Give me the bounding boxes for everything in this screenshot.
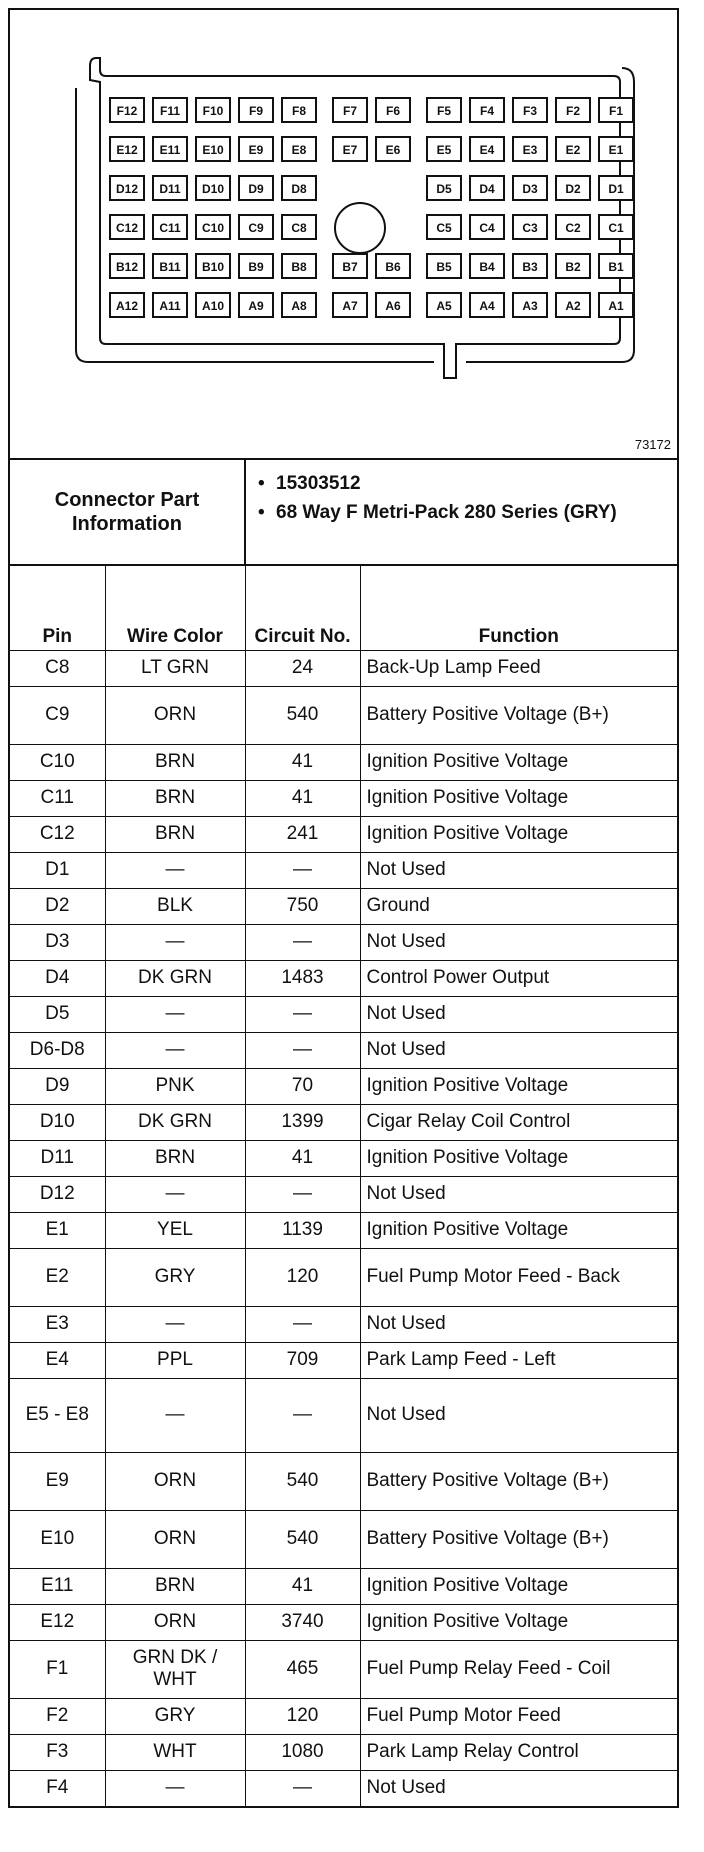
header-wire-color: Wire Color <box>105 566 245 650</box>
pin-cell: C10 <box>10 744 105 780</box>
function-cell: Fuel Pump Motor Feed <box>360 1698 677 1734</box>
table-row <box>10 1212 677 1248</box>
circuit-cell: — <box>245 1770 360 1806</box>
wire-color-cell: BRN <box>105 1140 245 1176</box>
pin-cavity <box>599 215 633 239</box>
circuit-cell: — <box>245 1176 360 1212</box>
pin-cavity <box>599 254 633 278</box>
pin-cavity-label: A10 <box>201 299 225 313</box>
circuit-cell: — <box>245 1032 360 1068</box>
pin-cavity-label: A7 <box>342 299 358 313</box>
pin-cavity <box>556 176 590 200</box>
pin-cavity <box>333 98 367 122</box>
wire-color-cell: YEL <box>105 1212 245 1248</box>
pin-cavity-label: A11 <box>159 299 181 313</box>
pin-cavity-label: F7 <box>342 104 358 118</box>
pin-cavity-label: C11 <box>159 221 181 235</box>
pin-cavity <box>153 176 187 200</box>
pin-cavity <box>153 98 187 122</box>
pin-cavity <box>427 254 461 278</box>
function-cell: Not Used <box>360 924 677 960</box>
pin-cavity <box>513 254 547 278</box>
pin-cavity-label: D8 <box>291 182 307 196</box>
circuit-cell: 41 <box>245 780 360 816</box>
function-cell: Ignition Positive Voltage <box>360 1140 677 1176</box>
pin-cavity-label: D11 <box>159 182 181 196</box>
table-header <box>10 566 677 650</box>
pin-cavity-label: D1 <box>608 182 624 196</box>
function-cell: Not Used <box>360 996 677 1032</box>
info-label: Connector Part Information <box>10 460 246 564</box>
pin-cavity-label: A12 <box>115 299 139 313</box>
function-cell: Ignition Positive Voltage <box>360 1604 677 1640</box>
connector-part-information <box>10 460 677 566</box>
pin-cavity <box>333 293 367 317</box>
wire-color-cell: GRY <box>105 1698 245 1734</box>
circuit-cell: 465 <box>245 1640 360 1698</box>
pin-cavity-label: B3 <box>522 260 538 274</box>
function-cell: Battery Positive Voltage (B+) <box>360 1510 677 1568</box>
pin-cavity <box>513 293 547 317</box>
function-cell: Back-Up Lamp Feed <box>360 650 677 686</box>
pin-cavity <box>282 254 316 278</box>
pin-cavity-label: B2 <box>565 260 581 274</box>
pin-cavity <box>599 176 633 200</box>
pin-cell: D5 <box>10 996 105 1032</box>
pin-cavity <box>282 215 316 239</box>
pin-cavity <box>556 293 590 317</box>
circuit-cell: — <box>245 996 360 1032</box>
pin-cavity-label: E2 <box>565 143 581 157</box>
pin-cavity <box>153 293 187 317</box>
pin-cavity <box>333 254 367 278</box>
pin-cell: D9 <box>10 1068 105 1104</box>
circuit-cell: 540 <box>245 1510 360 1568</box>
pin-cavity <box>376 137 410 161</box>
pin-cavity-label: B11 <box>159 260 181 274</box>
pin-cavity <box>427 215 461 239</box>
pin-cell: E9 <box>10 1452 105 1510</box>
table-row <box>10 1378 677 1452</box>
function-cell: Control Power Output <box>360 960 677 996</box>
pin-cavity <box>196 98 230 122</box>
pin-cell: D4 <box>10 960 105 996</box>
pin-cavity-label: B6 <box>385 260 401 274</box>
bullet-icon: • <box>258 473 265 494</box>
pin-cavity <box>556 137 590 161</box>
pin-cavity-label: E11 <box>159 143 181 157</box>
table-row <box>10 1306 677 1342</box>
table-row <box>10 852 677 888</box>
table-row <box>10 1510 677 1568</box>
wire-color-cell: — <box>105 1176 245 1212</box>
pin-cavity-label: E3 <box>522 143 538 157</box>
wire-color-cell: — <box>105 924 245 960</box>
pin-cell: F3 <box>10 1734 105 1770</box>
connector-frame <box>8 8 679 1808</box>
pin-cell: E2 <box>10 1248 105 1306</box>
pin-cavity <box>470 293 504 317</box>
part-number-line <box>258 472 667 495</box>
pin-cavity-label: E9 <box>248 143 264 157</box>
pin-cavity-label: F2 <box>565 104 581 118</box>
pin-cavity-label: A2 <box>565 299 581 313</box>
pin-cavity-label: D10 <box>201 182 225 196</box>
pin-cavity <box>153 254 187 278</box>
table-row <box>10 1604 677 1640</box>
pin-cavity <box>239 137 273 161</box>
pin-cavity <box>110 293 144 317</box>
pin-cavity <box>556 98 590 122</box>
table-row <box>10 960 677 996</box>
function-cell: Park Lamp Feed - Left <box>360 1342 677 1378</box>
pin-cavity <box>427 293 461 317</box>
circuit-cell: — <box>245 1378 360 1452</box>
wire-color-cell: DK GRN <box>105 960 245 996</box>
part-number: 15303512 <box>276 473 361 494</box>
wire-color-cell: PNK <box>105 1068 245 1104</box>
pin-cell: C9 <box>10 686 105 744</box>
pin-cavity <box>110 215 144 239</box>
circuit-cell: 1399 <box>245 1104 360 1140</box>
pin-cavity <box>470 137 504 161</box>
circuit-cell: 41 <box>245 1140 360 1176</box>
table-row <box>10 744 677 780</box>
function-cell: Not Used <box>360 1176 677 1212</box>
wire-color-cell: — <box>105 1378 245 1452</box>
pin-cell: E10 <box>10 1510 105 1568</box>
wire-color-cell: GRY <box>105 1248 245 1306</box>
connector-diagram <box>10 10 677 460</box>
table-row <box>10 1104 677 1140</box>
pin-cavity-label: E7 <box>342 143 358 157</box>
wire-color-cell: BRN <box>105 1568 245 1604</box>
pin-cavity-label: E6 <box>385 143 401 157</box>
circuit-cell: 3740 <box>245 1604 360 1640</box>
wire-color-cell: — <box>105 1306 245 1342</box>
header-pin: Pin <box>10 566 105 650</box>
pin-cavity <box>513 215 547 239</box>
pin-cavity <box>239 293 273 317</box>
pin-cavity <box>110 137 144 161</box>
wire-color-cell: ORN <box>105 1510 245 1568</box>
wire-color-cell: BLK <box>105 888 245 924</box>
pin-cavity <box>513 176 547 200</box>
pin-cavity-label: C9 <box>248 221 264 235</box>
pin-cavity-label: F8 <box>291 104 307 118</box>
wire-color-cell: — <box>105 852 245 888</box>
circuit-cell: 709 <box>245 1342 360 1378</box>
wire-color-cell: ORN <box>105 686 245 744</box>
wire-color-cell: BRN <box>105 780 245 816</box>
pin-cavity-label: C1 <box>608 221 624 235</box>
function-cell: Cigar Relay Coil Control <box>360 1104 677 1140</box>
circuit-cell: 1080 <box>245 1734 360 1770</box>
pin-cavity-label: F1 <box>608 104 624 118</box>
wire-color-cell: WHT <box>105 1734 245 1770</box>
function-cell: Battery Positive Voltage (B+) <box>360 1452 677 1510</box>
function-cell: Not Used <box>360 1032 677 1068</box>
pin-cavity-label: B12 <box>115 260 139 274</box>
pin-cavity-label: B4 <box>479 260 495 274</box>
circuit-cell: 120 <box>245 1698 360 1734</box>
pin-cavity <box>376 98 410 122</box>
pin-cavity-label: E10 <box>202 143 224 157</box>
pin-cavity-label: F5 <box>436 104 452 118</box>
pin-cavity-label: B8 <box>291 260 307 274</box>
pin-cavity <box>470 176 504 200</box>
pin-cavity-label: D2 <box>565 182 581 196</box>
pin-cavity-label: E1 <box>608 143 624 157</box>
pin-cavity <box>110 254 144 278</box>
pin-cavity <box>333 137 367 161</box>
pin-cavity <box>282 176 316 200</box>
pin-cavity-label: F4 <box>479 104 495 118</box>
pin-cell: D2 <box>10 888 105 924</box>
pin-cavity-label: B9 <box>248 260 264 274</box>
table-row <box>10 924 677 960</box>
pin-cavity <box>376 293 410 317</box>
pin-cavity-label: F3 <box>522 104 538 118</box>
pin-cavity <box>599 293 633 317</box>
table-row <box>10 1698 677 1734</box>
circuit-cell: — <box>245 1306 360 1342</box>
table-row <box>10 1248 677 1306</box>
table-row <box>10 996 677 1032</box>
pin-cavity-label: A1 <box>608 299 624 313</box>
table-row <box>10 1770 677 1806</box>
circuit-cell: 241 <box>245 816 360 852</box>
wire-color-cell: LT GRN <box>105 650 245 686</box>
function-cell: Not Used <box>360 1378 677 1452</box>
wire-color-cell: DK GRN <box>105 1104 245 1140</box>
pin-cavity-label: A4 <box>479 299 495 313</box>
pin-cell: C11 <box>10 780 105 816</box>
pin-cell: F2 <box>10 1698 105 1734</box>
pin-cavity-label: B10 <box>201 260 225 274</box>
pin-cavity-label: F10 <box>202 104 224 118</box>
circuit-cell: 24 <box>245 650 360 686</box>
pin-cell: E11 <box>10 1568 105 1604</box>
pin-cell: D3 <box>10 924 105 960</box>
pin-cavity <box>196 215 230 239</box>
pin-cavity <box>556 215 590 239</box>
pin-cavity-label: F9 <box>248 104 264 118</box>
circuit-cell: 1483 <box>245 960 360 996</box>
table-row <box>10 816 677 852</box>
wire-color-cell: PPL <box>105 1342 245 1378</box>
pin-cavity-label: D12 <box>115 182 139 196</box>
pin-cell: D12 <box>10 1176 105 1212</box>
table-row <box>10 1734 677 1770</box>
pin-cavity <box>282 293 316 317</box>
header-circuit-no: Circuit No. <box>245 566 360 650</box>
wire-color-cell: BRN <box>105 816 245 852</box>
pin-cavity <box>153 215 187 239</box>
table-row <box>10 686 677 744</box>
pin-cell: E5 - E8 <box>10 1378 105 1452</box>
function-cell: Not Used <box>360 1770 677 1806</box>
pin-cavity-label: E12 <box>116 143 138 157</box>
pin-cavity <box>599 137 633 161</box>
table-row <box>10 1140 677 1176</box>
pin-cavity-label: B7 <box>342 260 358 274</box>
function-cell: Battery Positive Voltage (B+) <box>360 686 677 744</box>
pin-cavity <box>556 254 590 278</box>
pin-cell: C8 <box>10 650 105 686</box>
pin-cavity <box>427 176 461 200</box>
pin-cavity-label: E4 <box>479 143 495 157</box>
function-cell: Ignition Positive Voltage <box>360 780 677 816</box>
pin-cavity <box>239 98 273 122</box>
circuit-cell: 120 <box>245 1248 360 1306</box>
pin-cavity <box>513 98 547 122</box>
table-row <box>10 650 677 686</box>
pin-cavity-label: A3 <box>522 299 538 313</box>
pin-cavity <box>239 254 273 278</box>
pin-cavity-label: C2 <box>565 221 581 235</box>
table-row <box>10 888 677 924</box>
pin-cavity-label: C5 <box>436 221 452 235</box>
pin-cavity <box>239 215 273 239</box>
circuit-cell: 540 <box>245 1452 360 1510</box>
pin-cavity <box>110 176 144 200</box>
pin-cavity-label: C4 <box>479 221 495 235</box>
table-row <box>10 1032 677 1068</box>
pin-cell: D11 <box>10 1140 105 1176</box>
pin-cavity <box>282 98 316 122</box>
pin-cell: E4 <box>10 1342 105 1378</box>
pin-cell: D1 <box>10 852 105 888</box>
circuit-cell: — <box>245 852 360 888</box>
circuit-cell: 70 <box>245 1068 360 1104</box>
pin-cavity-label: B5 <box>436 260 452 274</box>
function-cell: Fuel Pump Motor Feed - Back <box>360 1248 677 1306</box>
function-cell: Ignition Positive Voltage <box>360 1568 677 1604</box>
table-row <box>10 1176 677 1212</box>
pin-cavity-label: D3 <box>522 182 538 196</box>
pin-cavity-label: F11 <box>159 104 181 118</box>
function-cell: Ignition Positive Voltage <box>360 816 677 852</box>
pin-cell: E12 <box>10 1604 105 1640</box>
pin-cavity-label: C10 <box>201 221 225 235</box>
pin-cavity-label: A5 <box>436 299 452 313</box>
pin-cavity-label: C12 <box>115 221 139 235</box>
header-function: Function <box>360 566 677 650</box>
function-cell: Fuel Pump Relay Feed - Coil <box>360 1640 677 1698</box>
table-row <box>10 1452 677 1510</box>
wire-color-cell: — <box>105 1770 245 1806</box>
pin-cavity-label: F6 <box>385 104 401 118</box>
pin-cell: F1 <box>10 1640 105 1698</box>
pin-cavity-label: D9 <box>248 182 264 196</box>
pin-cavity-label: A8 <box>291 299 307 313</box>
pin-cell: D10 <box>10 1104 105 1140</box>
circuit-cell: 41 <box>245 744 360 780</box>
pin-cell: F4 <box>10 1770 105 1806</box>
pin-cavity <box>239 176 273 200</box>
pin-cavity <box>376 254 410 278</box>
pin-cavity <box>470 254 504 278</box>
pin-cell: E1 <box>10 1212 105 1248</box>
table-row <box>10 1640 677 1698</box>
wire-color-cell: BRN <box>105 744 245 780</box>
pin-cavity <box>110 98 144 122</box>
pin-cavity <box>513 137 547 161</box>
circuit-cell: — <box>245 924 360 960</box>
pin-cavity <box>470 98 504 122</box>
pin-cavity <box>196 137 230 161</box>
circuit-cell: 1139 <box>245 1212 360 1248</box>
circuit-cell: 750 <box>245 888 360 924</box>
pin-cavity <box>196 293 230 317</box>
function-cell: Ground <box>360 888 677 924</box>
connector-face-drawing <box>10 10 677 456</box>
function-cell: Ignition Positive Voltage <box>360 744 677 780</box>
function-cell: Park Lamp Relay Control <box>360 1734 677 1770</box>
pin-cavity-label: C8 <box>291 221 307 235</box>
pin-cell: C12 <box>10 816 105 852</box>
pin-cavity-label: E5 <box>436 143 452 157</box>
wire-color-cell: — <box>105 996 245 1032</box>
pin-cavity-label: C3 <box>522 221 538 235</box>
pin-cavity <box>196 176 230 200</box>
pin-cell: D6-D8 <box>10 1032 105 1068</box>
pin-cell: E3 <box>10 1306 105 1342</box>
connector-type: 68 Way F Metri-Pack 280 Series (GRY) <box>276 502 617 523</box>
function-cell: Not Used <box>360 1306 677 1342</box>
pin-cavity <box>470 215 504 239</box>
pin-cavity <box>427 137 461 161</box>
pin-cavity <box>153 137 187 161</box>
center-bolt-hole <box>335 203 385 253</box>
pin-cavity <box>282 137 316 161</box>
pin-cavity <box>427 98 461 122</box>
wire-color-cell: ORN <box>105 1452 245 1510</box>
table-row <box>10 780 677 816</box>
bullet-icon: • <box>258 502 265 523</box>
wire-color-cell: — <box>105 1032 245 1068</box>
pin-cavity-label: A6 <box>385 299 401 313</box>
pinout-table <box>10 566 677 1806</box>
function-cell: Ignition Positive Voltage <box>360 1068 677 1104</box>
table-row <box>10 1068 677 1104</box>
pin-cavity <box>599 98 633 122</box>
connector-type-line <box>258 501 667 524</box>
pin-cavity-label: D4 <box>479 182 495 196</box>
pin-cavity-label: F12 <box>116 104 138 118</box>
function-cell: Ignition Positive Voltage <box>360 1212 677 1248</box>
table-row <box>10 1568 677 1604</box>
circuit-cell: 540 <box>245 686 360 744</box>
wire-color-cell: ORN <box>105 1604 245 1640</box>
figure-number: 73172 <box>634 437 671 452</box>
table-row <box>10 1342 677 1378</box>
wire-color-cell: GRN DK / WHT <box>105 1640 245 1698</box>
circuit-cell: 41 <box>245 1568 360 1604</box>
pin-cavity-label: B1 <box>608 260 624 274</box>
pin-cavity-label: D5 <box>436 182 452 196</box>
pin-cavity <box>196 254 230 278</box>
function-cell: Not Used <box>360 852 677 888</box>
pin-cavity-label: E8 <box>291 143 307 157</box>
pin-cavity-label: A9 <box>248 299 264 313</box>
info-details <box>246 460 677 564</box>
